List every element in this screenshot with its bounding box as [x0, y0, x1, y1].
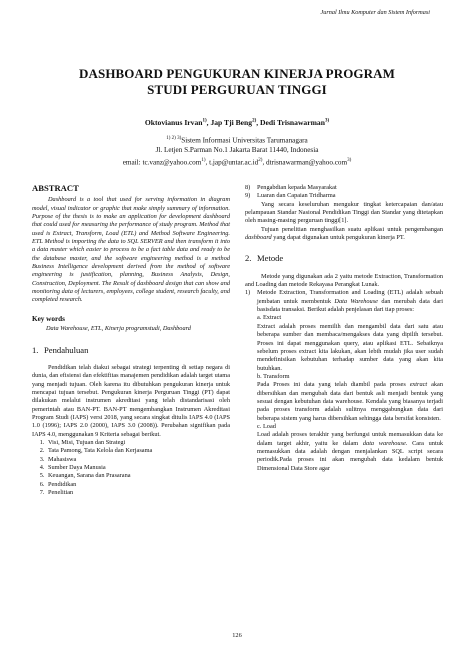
list-item	[245, 184, 443, 192]
etl-text: Load adalah proses terakhir yang berfungsi untuk memasukkan data ke dalam target akhir, yaitu ke dalam	[257, 431, 443, 447]
etl-italic: data warehouse	[362, 439, 406, 447]
email-link[interactable]: t.jap@untar.ac.id	[209, 157, 259, 166]
affiliation-line	[40, 134, 434, 146]
title-line: STUDI PERGURUAN TINGGI	[147, 82, 327, 97]
journal-header: Jurnal Ilmu Komputer dan Sistem Informasi	[320, 9, 430, 16]
etl-text: Pada Proses ini data yang telah diambil pada proses	[257, 381, 410, 389]
etl-step-text	[257, 431, 443, 473]
list-item: 7. Penelitian	[46, 489, 230, 497]
method-body	[257, 289, 443, 314]
title-line: DASHBOARD PENGUKURAN KINERJA PROGRAM	[79, 66, 395, 81]
paper-title	[40, 66, 434, 98]
list-text: Luaran dan Capaian Tridharma	[257, 192, 336, 200]
affiliation-emails: email: tc.vanz@yahoo.com$^{1)}$, $t.jap@untar.ac.id^{2)}$, dtrisnawarman@yahoo.com$^{3)}$	[122, 157, 352, 166]
section-number: 1.	[32, 344, 39, 355]
etl-step-label: b. Transform	[257, 372, 290, 380]
list-item: 6. Pendidikan	[46, 481, 230, 489]
page-number: 126	[232, 632, 242, 639]
paragraph: Metode yang digunakan ada 2 yaitu metode Extraction, Transformation and Loading dan metode Rekayasa Perangkat Lunak.	[245, 272, 443, 289]
list-number: 9)	[245, 192, 251, 200]
etl-step-label: a. Extract	[257, 314, 282, 322]
method-text: dan merubah data dari basisdata transaksi. Berikut adalah penjelasan dari tiap proses:	[257, 297, 444, 314]
section-number: 2.	[245, 253, 252, 264]
email-sup: 3)	[347, 157, 352, 163]
etl-text: . Cara untuk memasukkan data adalah dengan menjalankan SQL script secara periodik.Pada proses ini akan mengubah data kedalam bentuk Dimensional Data Store agar	[257, 439, 443, 472]
email-link[interactable]: dtrisnawarman@yahoo.com	[266, 157, 348, 166]
affiliation	[40, 134, 434, 168]
author-sup: 3)	[324, 118, 330, 124]
affiliation-address: Jl. Letjen S.Parman No.1 Jakarta Barat 11440, Indonesia	[155, 145, 319, 154]
list-text: Pengabdian kepada Masyarakat	[257, 184, 337, 191]
section-heading	[32, 346, 230, 354]
section-heading	[245, 254, 443, 262]
keywords-heading: Key words	[32, 314, 65, 323]
list-item: 4. Sumber Daya Manusia	[46, 464, 230, 472]
left-column	[32, 184, 230, 497]
section-title: Pendahuluan	[44, 344, 89, 355]
method-item	[245, 289, 443, 314]
paragraph-italic: dashboard	[245, 234, 272, 242]
author-sup: 2)	[252, 118, 257, 124]
etl-step-text	[257, 381, 443, 423]
paragraph: Yang secara keseluruhan mengukur tingkat ketercapaian dan/atau pelampauan Standar Nasional Pendidikan Tinggi dan Standar yang ditetapkan oleh masing-masing perguruan tinggi[1].	[245, 200, 443, 225]
abstract-text: Dashboard is a tool that used for serving information in diagram model, visual indicator or graphic that make simply summary of information. Purpose of the thesis is to make an application for development dashboard that could used for measuring the performance of study program. Method that used is Extract, Transform, Load (ETL) and Method Software Engineering. ETL Method is importing the data to SQL SERVER and then transform it into a data master which easier to process to be a fact table data and ready to be the database master, and the software engineering method is a method Business Intelligence development derived from the method of software engineering is justification, planning, Business Analysis, Design, Construction, Deployment. The Result of dashboard design that can show and monitoring data of lecturers, employees, college student, research faculty, and completed research.	[32, 196, 230, 304]
author-name: Jap Tji Beng	[210, 118, 253, 127]
list-item: 2. Tata Pamong, Tata Kelola dan Kerjasama	[46, 447, 230, 455]
list-item: 1. Visi, Misi, Tujuan dan Strategi	[46, 439, 230, 447]
list-item	[245, 192, 443, 200]
section-title: Metode	[257, 253, 284, 264]
intro-paragraph: Pendidikan telah diakui sebagai strategi terpenting di setiap negara di dunia, dan efisiensi dan efektifitas manajemen pendidikan adalah target utama yang menjadi tujuan. Oleh karena itu dibutuhkan pengukuran kinerja untuk mencapai tujuan tersebut. Pengukuran kinerja Perguruan Tinggi (PT) dapat dilakukan melalui instrumen akreditasi yang telah distandarisasi oleh pemerintah atau BAN-PT. BAN-PT mengembangkan Instrumen Akreditasi Program Studi (IAPS) versi 2018, yang secara singkat ditulis IAPS 4.0 (IAPS 1.0 (1996); IAPS 2.0 (2000), IAPS 3.0 (2008)). Perubahan signifikan pada IAPS 4.0, menggunakan 9 Kriteria sebagai berikut.	[32, 363, 230, 438]
email-link[interactable]: tc.vanz@yahoo.com	[142, 157, 202, 166]
etl-step-text: Extract adalah proses memilih dan mengambil data dari satu atau beberapa sumber dan membaca/mengakses data yang dipilih tersebut. Proses ini dapat menggunakan query, atau aplikasi ETL. Sebaiknya sebelum proses extract kita lakukan, akan lebih mudah jika user sudah mendefinisikan kebutuhan terhadap sumber data yang akan kita butuhkan.	[257, 322, 443, 372]
affiliation-institution: Sistem Informasi Universitas Tarumanagara	[181, 136, 308, 145]
etl-step	[257, 314, 443, 473]
list-item: 3. Mahasiswa	[46, 456, 230, 464]
criteria-list-continued	[245, 184, 443, 201]
email-sup: 1)	[201, 157, 206, 163]
keywords-text: Data Warehouse, ETL, Kinerja programstudi, Dashboard	[46, 325, 191, 333]
method-number: 1)	[245, 289, 251, 297]
paragraph	[245, 226, 443, 243]
etl-text: akan dibersihkan dan mengubah data dari bentuk asli menjadi bentuk yang sesuai dengan kebutuhan data warehouse. Kendala yang biasanya terjadi pada proses transform adalah sulitnya menggabungkan data dari beberapa sistem yang harus dibersihkan sehingga data bersifat konsisten.	[257, 381, 443, 422]
paragraph-text: yang dapat digunakan untuk pengukuran kinerja PT.	[271, 234, 405, 242]
author-name: Oktovianus Irvan	[144, 118, 203, 127]
affiliation-sup: 1) 2) 3)	[166, 136, 182, 141]
author-sup: 1)	[202, 118, 207, 124]
right-column	[245, 184, 443, 473]
etl-italic: extract	[409, 381, 428, 389]
criteria-list	[32, 439, 230, 497]
method-text: Metode Extraction, Transformation and Loading (ETL) adalah sebuah jembatan untuk membentuk	[257, 289, 443, 305]
list-number: 8)	[245, 184, 251, 191]
list-item: 5. Keuangan, Sarana dan Prasarana	[46, 472, 230, 480]
etl-step-label: c. Load	[257, 422, 276, 430]
paragraph-text: Tujuan penelitian menghasilkan suatu aplikasi untuk pengembangan	[261, 225, 443, 233]
author-list: Oktovianus Irvan$^{1)}$, Jap Tji Beng$^{2)}$, Dedi Trisnawarman$^{3)}$	[144, 118, 330, 127]
method-italic: Data Warehouse	[334, 297, 378, 305]
email-prefix: email:	[122, 157, 141, 166]
email-sup: 2)	[258, 157, 263, 163]
abstract-heading: ABSTRACT	[32, 183, 79, 193]
author-name: Dedi Trisnawarman	[260, 118, 325, 127]
